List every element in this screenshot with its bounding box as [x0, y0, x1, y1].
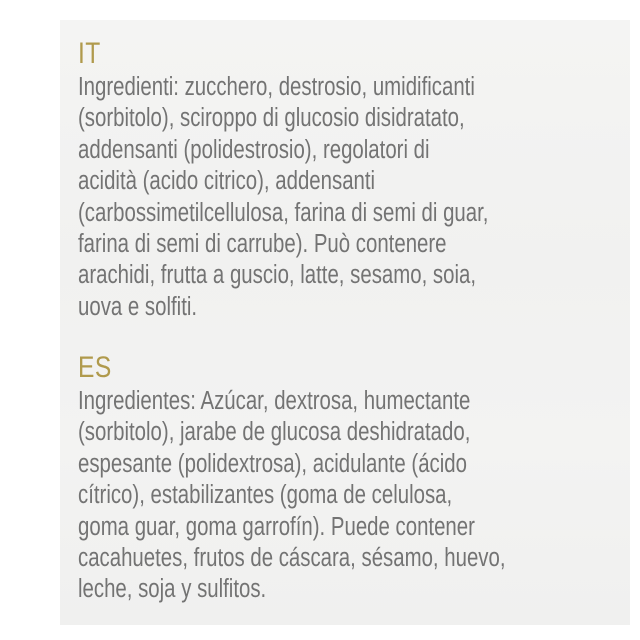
ingredients-line: farina di semi di carrube). Può contenere [78, 230, 447, 259]
ingredients-line: arachidi, frutta a guscio, latte, sesamo, soia, [78, 261, 476, 290]
ingredients-line: goma guar, goma garrofín). Puede contener [78, 512, 475, 541]
ingredients-line: (sorbitolo), sciroppo di glucosio disidratato, [78, 104, 465, 133]
language-code-es: ES [78, 351, 112, 384]
ingredients-line: cítrico), estabilizantes (goma de celulosa, [78, 481, 453, 510]
ingredients-line: acidità (acido citrico), addensanti [78, 167, 376, 196]
ingredients-text-es [78, 386, 606, 606]
ingredients-line: (carbossimetilcellulosa, farina di semi di guar, [78, 198, 489, 227]
ingredients-line: cacahuetes, frutos de cáscara, sésamo, huevo, [78, 544, 506, 573]
ingredients-line: Ingredientes: Azúcar, dextrosa, humectante [78, 387, 471, 415]
ingredients-line: espesante (polidextrosa), acidulante (ácido [78, 449, 467, 478]
spanish-ingredients-section [78, 350, 623, 606]
ingredients-line: Ingredienti: zucchero, destrosio, umidificanti [78, 73, 475, 101]
ingredients-line: uova e solfiti. [78, 292, 198, 321]
ingredients-line: addensanti (polidestrosio), regolatori di [78, 135, 430, 164]
language-code-it: IT [78, 37, 101, 70]
italian-ingredients-section [78, 36, 623, 323]
ingredients-line: (sorbitolo), jarabe de glucosa deshidratado, [78, 418, 471, 447]
ingredients-text-it [78, 72, 606, 323]
ingredients-line: leche, soja y sulfitos. [78, 575, 267, 604]
